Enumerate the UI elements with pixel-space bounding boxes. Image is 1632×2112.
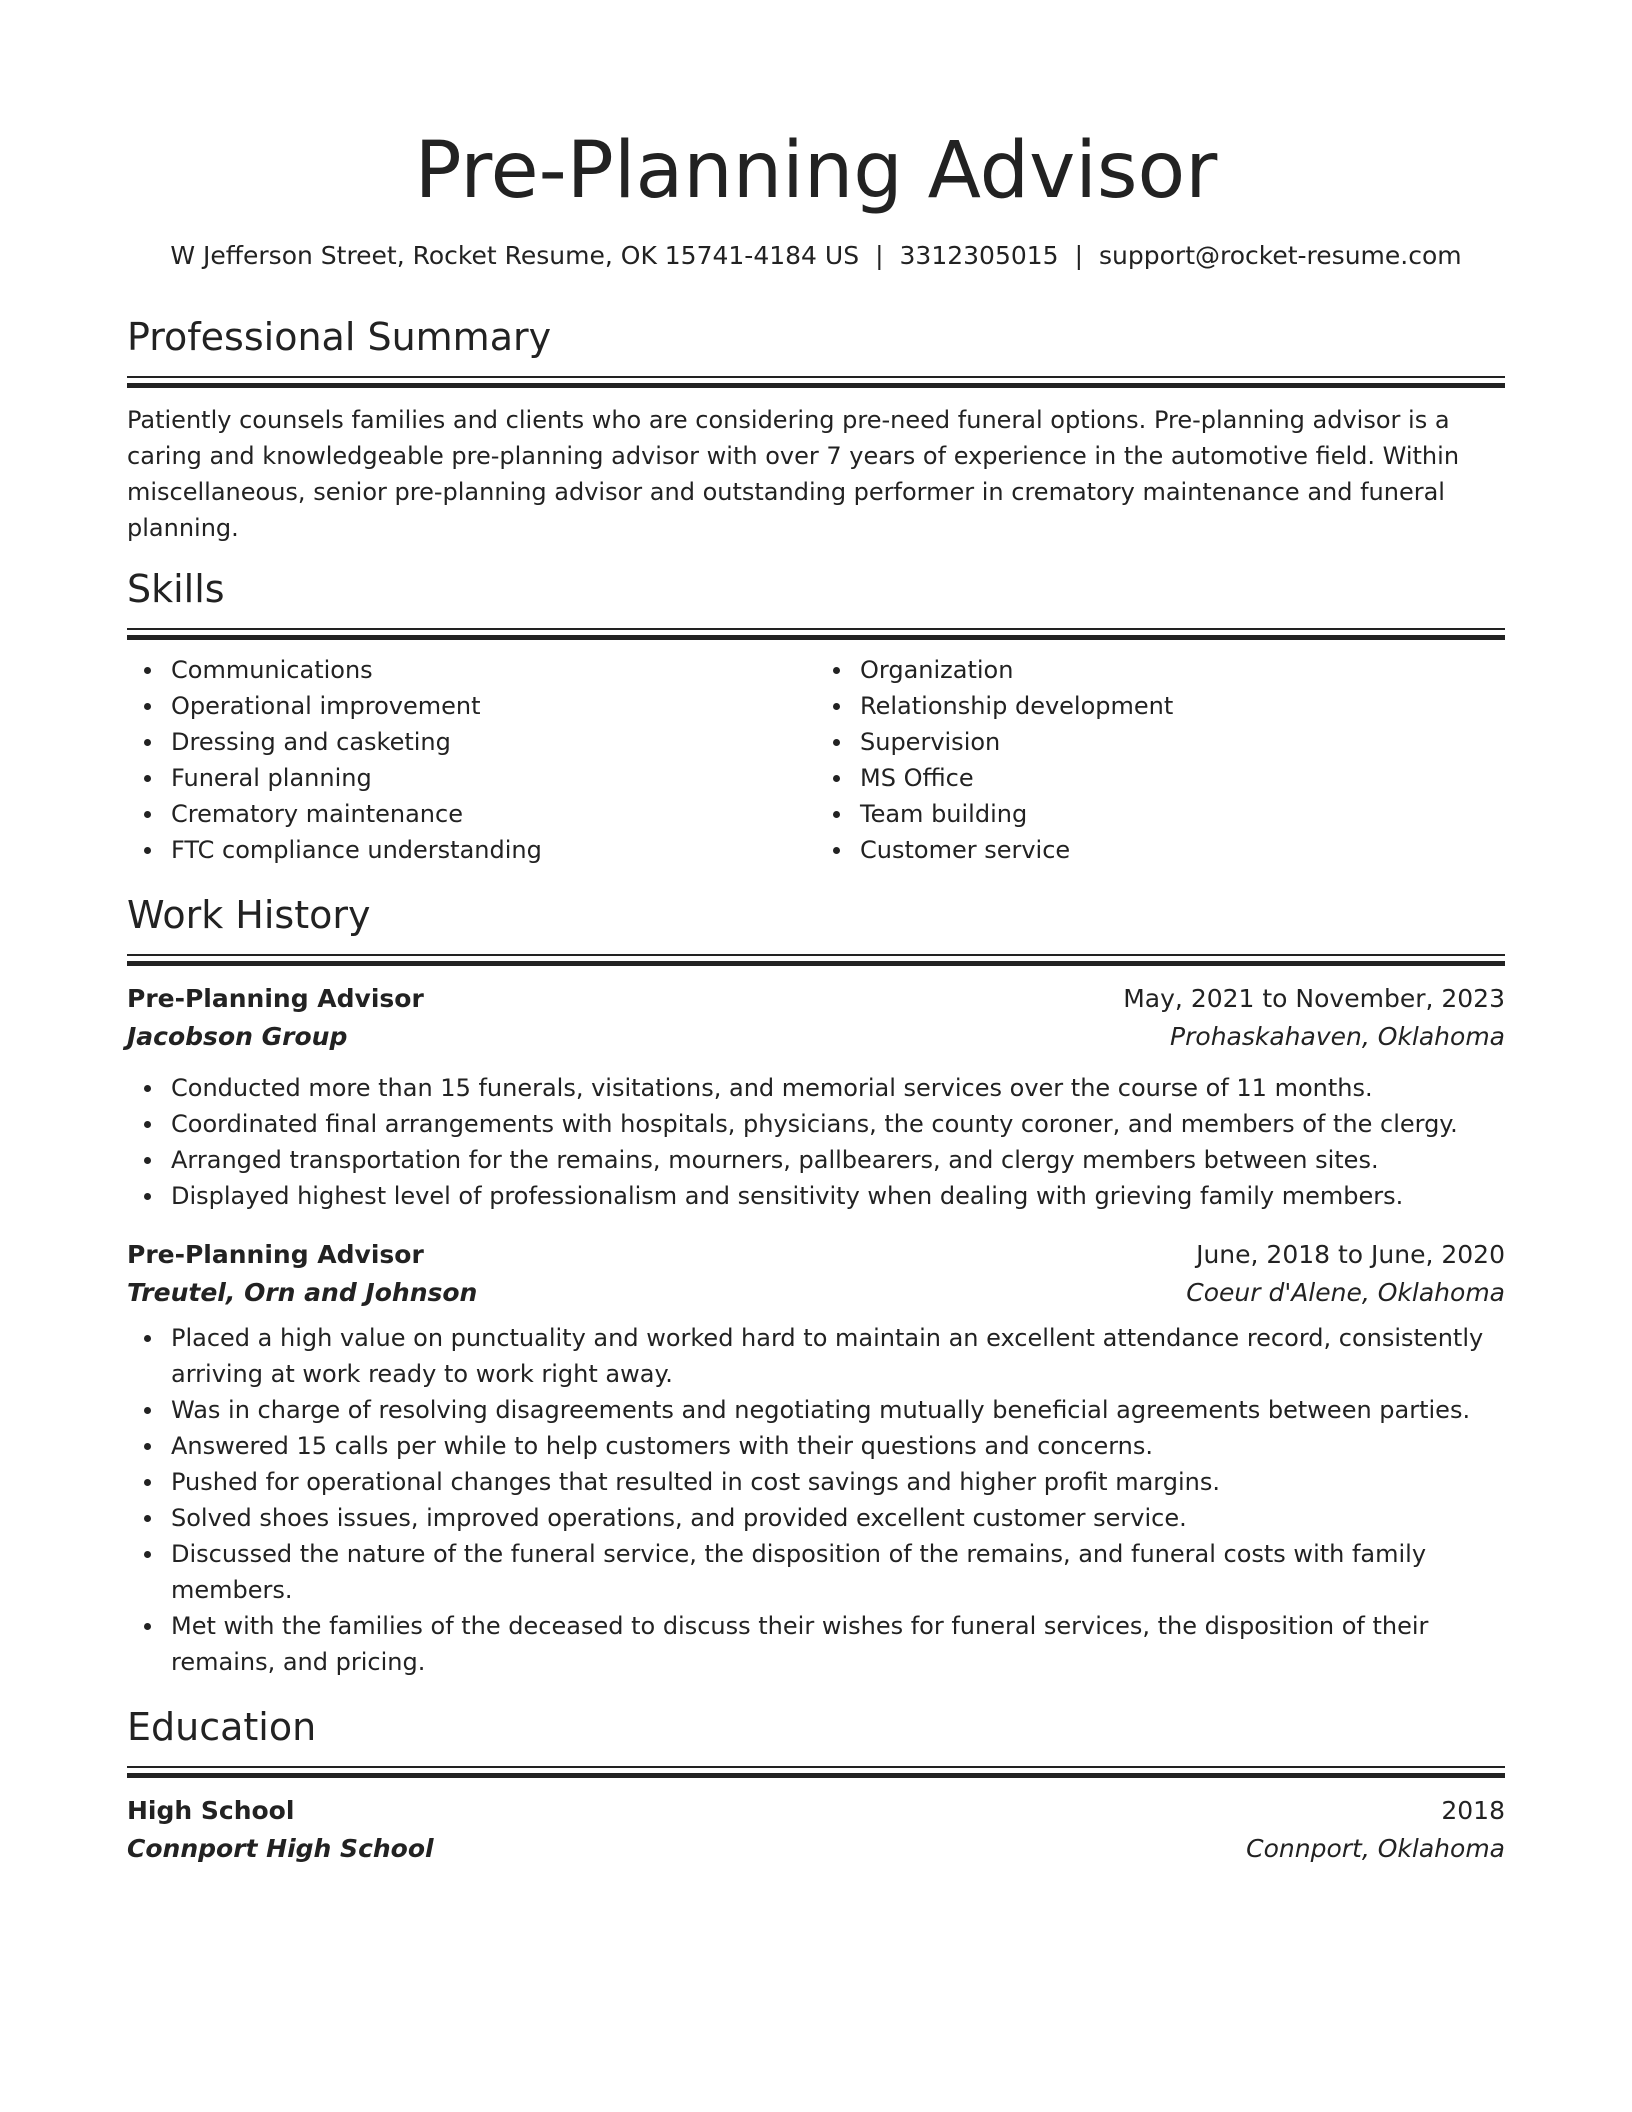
job-location: Prohaskahaven, Oklahoma <box>1170 1022 1505 1051</box>
work-history-section <box>127 890 1505 1680</box>
skill-item: Funeral planning <box>171 760 816 796</box>
job-company: Jacobson Group <box>127 1022 348 1051</box>
section-divider <box>127 954 1505 966</box>
job-bullet: Solved shoes issues, improved operations, and provided excellent customer service. <box>171 1500 1505 1536</box>
job-bullet: Discussed the nature of the funeral service, the disposition of the remains, and funeral costs with family members. <box>171 1536 1505 1608</box>
skill-item: Communications <box>171 652 816 688</box>
job-bullet: Answered 15 calls per while to help customers with their questions and concerns. <box>171 1428 1505 1464</box>
section-divider <box>127 376 1505 388</box>
job-bullet: Met with the families of the deceased to discuss their wishes for funeral services, the disposition of their remains, and pricing. <box>171 1608 1505 1680</box>
job-title: Pre-Planning Advisor <box>127 984 424 1013</box>
education-year: 2018 <box>1441 1796 1505 1825</box>
skills-section <box>127 564 1505 868</box>
job-location: Coeur d'Alene, Oklahoma <box>1186 1278 1505 1307</box>
resume-name: Pre-Planning Advisor <box>414 126 1218 216</box>
job-entry <box>127 1236 1505 1680</box>
section-divider <box>127 1766 1505 1778</box>
section-title-work-history: Work History <box>127 893 371 937</box>
skill-item: Dressing and casketing <box>171 724 816 760</box>
job-company: Treutel, Orn and Johnson <box>127 1278 478 1307</box>
contact-email: support@rocket-resume.com <box>1099 241 1462 270</box>
skill-item: Team building <box>860 796 1505 832</box>
contact-separator: | <box>1074 241 1084 270</box>
skill-item: Operational improvement <box>171 688 816 724</box>
job-bullets <box>127 1070 1505 1214</box>
skills-right-column <box>816 652 1505 868</box>
education-entry <box>127 1792 1505 1868</box>
job-bullet: Arranged transportation for the remains, mourners, pallbearers, and clergy members between sites. <box>171 1142 1505 1178</box>
job-subheader <box>127 1274 1505 1312</box>
skills-columns <box>127 652 1505 868</box>
job-dates: June, 2018 to June, 2020 <box>1196 1240 1505 1269</box>
job-bullet: Displayed highest level of professionalism and sensitivity when dealing with grieving family members. <box>171 1178 1505 1214</box>
education-header <box>127 1792 1505 1830</box>
job-bullets <box>127 1320 1505 1680</box>
skill-item: Customer service <box>860 832 1505 868</box>
job-title: Pre-Planning Advisor <box>127 1240 424 1269</box>
skill-item: Crematory maintenance <box>171 796 816 832</box>
skill-item: FTC compliance understanding <box>171 832 816 868</box>
skill-item: Supervision <box>860 724 1505 760</box>
contact-phone: 3312305015 <box>899 241 1059 270</box>
skill-item: Relationship development <box>860 688 1505 724</box>
job-bullet: Pushed for operational changes that resulted in cost savings and higher profit margins. <box>171 1464 1505 1500</box>
contact-separator: | <box>875 241 884 270</box>
job-header <box>127 1236 1505 1274</box>
skills-left-column <box>127 652 816 868</box>
job-bullet: Conducted more than 15 funerals, visitations, and memorial services over the course of 11 months. <box>171 1070 1505 1106</box>
skill-item: MS Office <box>860 760 1505 796</box>
summary-text: Patiently counsels families and clients who are considering pre-need funeral options. Pre-planning advisor is a caring and knowledgeable pre-planning advisor with over 7 years of experience in the automotive field. Within miscellaneous, senior pre-planning advisor and outstanding performer in crematory maintenance and funeral planning. <box>127 406 1460 542</box>
job-header <box>127 980 1505 1018</box>
education-degree: High School <box>127 1796 295 1825</box>
section-title-education: Education <box>127 1705 317 1749</box>
contact-address: W Jefferson Street, Rocket Resume, OK 15741-4184 US <box>170 241 860 270</box>
education-school: Connport High School <box>127 1834 434 1863</box>
job-bullet: Placed a high value on punctuality and worked hard to maintain an excellent attendance record, consistently arriving at work ready to work right away. <box>171 1320 1505 1392</box>
section-title-skills: Skills <box>127 567 225 611</box>
skill-item: Organization <box>860 652 1505 688</box>
contact-line <box>127 238 1505 274</box>
education-section <box>127 1702 1505 1868</box>
education-location: Connport, Oklahoma <box>1246 1834 1505 1863</box>
job-bullet: Was in charge of resolving disagreements and negotiating mutually beneficial agreements between parties. <box>171 1392 1505 1428</box>
job-subheader <box>127 1018 1505 1056</box>
job-entry <box>127 980 1505 1214</box>
job-bullet: Coordinated final arrangements with hospitals, physicians, the county coroner, and members of the clergy. <box>171 1106 1505 1142</box>
education-subheader <box>127 1830 1505 1868</box>
job-dates: May, 2021 to November, 2023 <box>1123 984 1505 1013</box>
section-title-summary: Professional Summary <box>127 315 552 359</box>
section-divider <box>127 628 1505 640</box>
summary-section <box>127 312 1505 546</box>
